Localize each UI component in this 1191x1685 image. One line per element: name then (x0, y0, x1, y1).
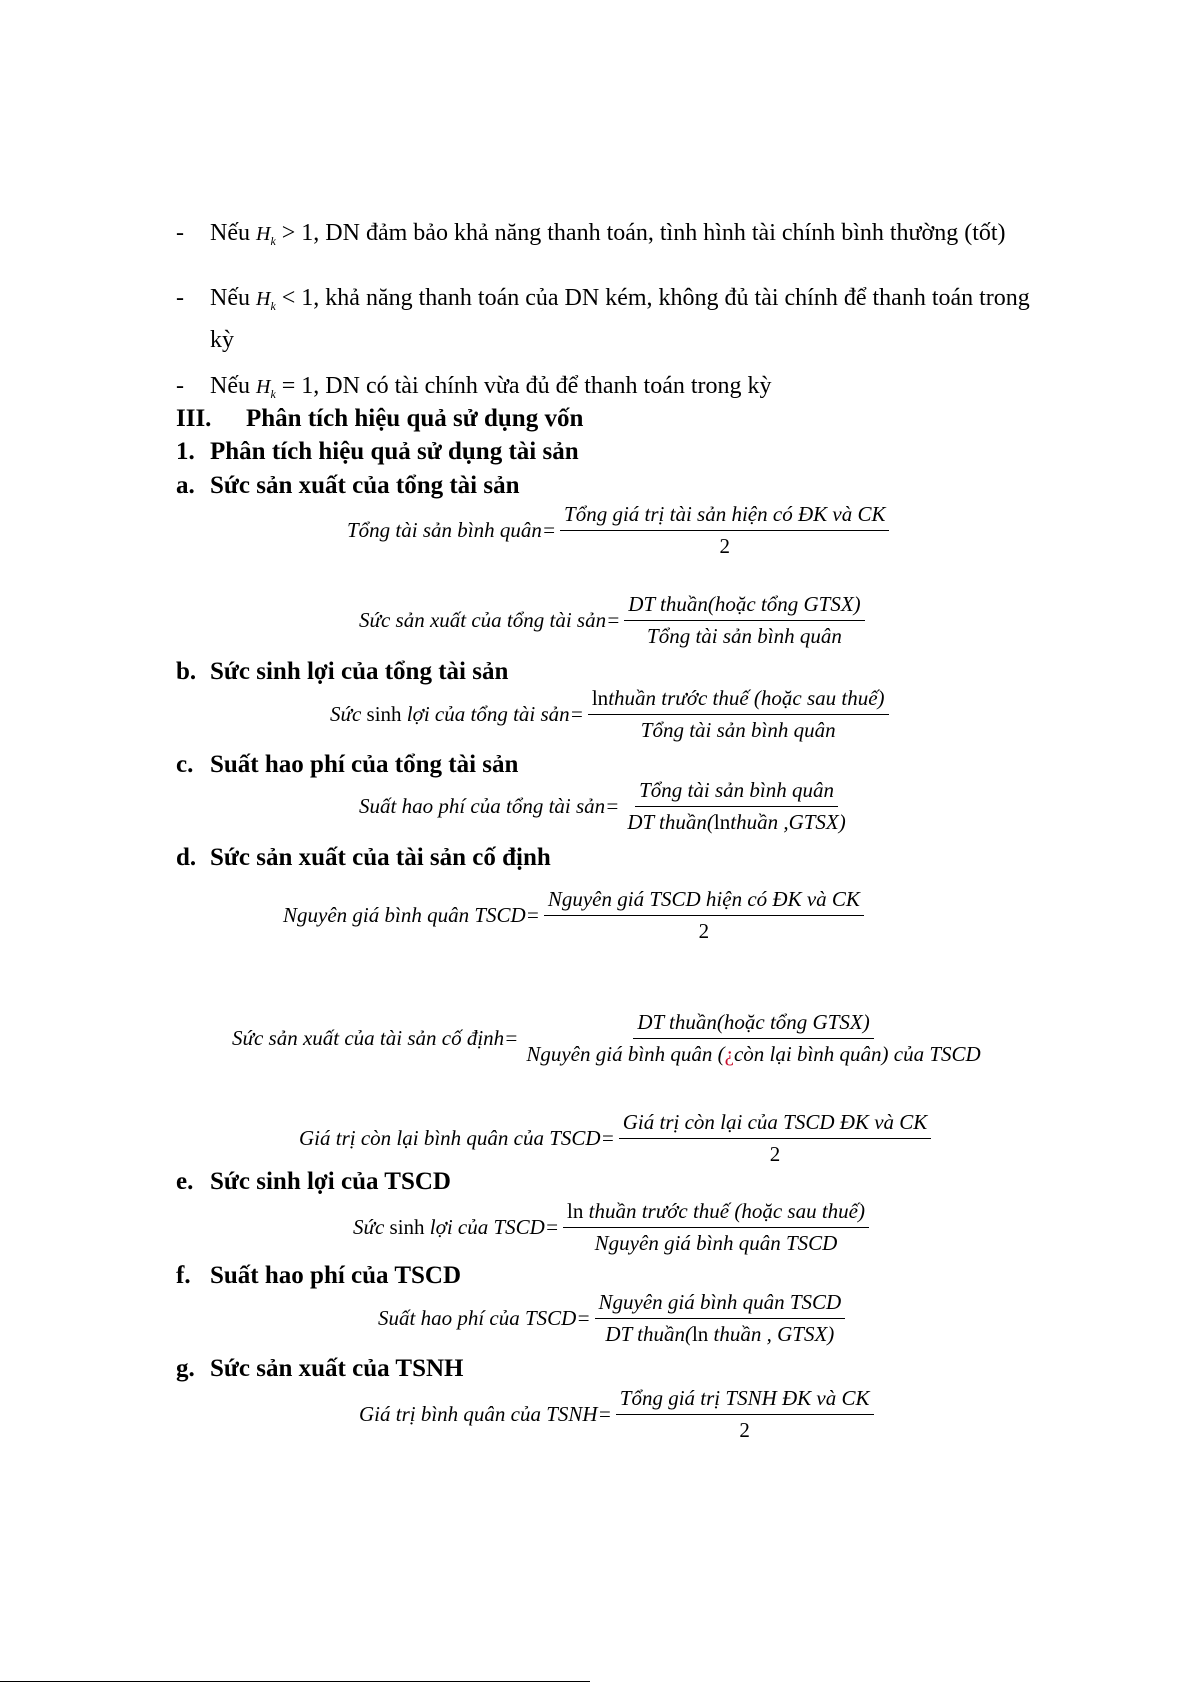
formula-current-asset-average: Giá trị bình quân của TSNH= $\frac{\text{Tổng giá trị TSNH ĐK và CK}}{2}$ (359, 1386, 874, 1443)
formula-fixed-asset-productivity: Sức sản xuất của tài sản cố định= $\frac{\text{DT thuần(hoặc tổng GTSX)}}{\text{Nguyên giá bình quân (¿còn lại bình quân) của TSCD}}$ (232, 1010, 981, 1066)
bullet-prefix: Nếu (210, 373, 250, 399)
bullet-dash: - (176, 373, 184, 399)
bullet-dash: - (176, 285, 184, 311)
formula-total-asset-cost-rate: Suất hao phí của tổng tài sản= $\frac{\text{Tổng tài sản bình quân}}{\text{DT thuần(lnthuần ,GTSX)}}$ (359, 778, 846, 834)
bullet-text: > 1, DN đảm bảo khả năng thanh toán, tình hình tài chính bình thường (tốt) (275, 220, 1006, 246)
hk-symbol: $H_k$ (255, 376, 276, 401)
heading-c: c. Suất hao phí của tổng tài sản (176, 751, 519, 778)
section-heading-iii: III. Phân tích hiệu quả sử dụng vốn (176, 405, 584, 432)
bullet-dash: - (176, 220, 184, 246)
formula-fixed-asset-profitability: Sức sinh lợi của TSCD= $\frac{\text{ln thuần trước thuế (hoặc sau thuế)}}{\text{Nguyên giá bình quân TSCD}}$ (353, 1199, 869, 1256)
heading-b: b. Sức sinh lợi của tổng tài sản (176, 658, 509, 685)
heading-g: g. Sức sản xuất của TSNH (176, 1355, 464, 1382)
heading-f: f. Suất hao phí của TSCD (176, 1262, 462, 1289)
formula-fixed-asset-cost-rate: Suất hao phí của TSCD= $\frac{\text{Nguyên giá bình quân TSCD}}{\text{DT thuần(ln thuần , GTSX)}}$ (378, 1290, 845, 1347)
formula-total-asset-profitability: Sức sinh lợi của tổng tài sản= $\frac{\text{lnthuần trước thuế (hoặc sau thuế)}}{\text{Tổng tài sản bình quân}}$ (330, 686, 889, 743)
footnote-separator (0, 1681, 590, 1682)
hk-symbol: $H_k$ (255, 223, 276, 248)
bullet-text: < 1, khả năng thanh toán của DN kém, không đủ tài chính để thanh toán trong kỳ (210, 285, 1030, 353)
bullet-prefix: Nếu (210, 285, 250, 311)
heading-a: a. Sức sản xuất của tổng tài sản (176, 472, 520, 499)
bullet-text: = 1, DN có tài chính vừa đủ để thanh toán trong kỳ (275, 373, 772, 399)
formula-fixed-asset-residual-average: Giá trị còn lại bình quân của TSCD= $\frac{\text{Giá trị còn lại của TSCD ĐK và CK}}{2}$ (299, 1110, 931, 1167)
heading-d: d. Sức sản xuất của tài sản cố định (176, 844, 551, 871)
formula-total-assets-average: Tổng tài sản bình quân= $\frac{\text{Tổng giá trị tài sản hiện có ĐK và CK}}{2}$ (347, 502, 889, 559)
hk-symbol: $H_k$ (255, 288, 276, 313)
formula-total-asset-productivity: Sức sản xuất của tổng tài sản= $\frac{\text{DT thuần(hoặc tổng GTSX)}}{\text{Tổng tài sản bình quân}}$ (359, 592, 865, 649)
heading-1: 1. Phân tích hiệu quả sử dụng tài sản (176, 438, 579, 465)
heading-e: e. Sức sinh lợi của TSCD (176, 1168, 451, 1195)
bullet-item (210, 216, 1050, 258)
bullet-prefix: Nếu (210, 220, 250, 246)
bullet-item (210, 281, 1050, 357)
formula-fixed-asset-average-cost: Nguyên giá bình quân TSCD= $\frac{\text{Nguyên giá TSCD hiện có ĐK và CK}}{2}$ (283, 887, 864, 944)
